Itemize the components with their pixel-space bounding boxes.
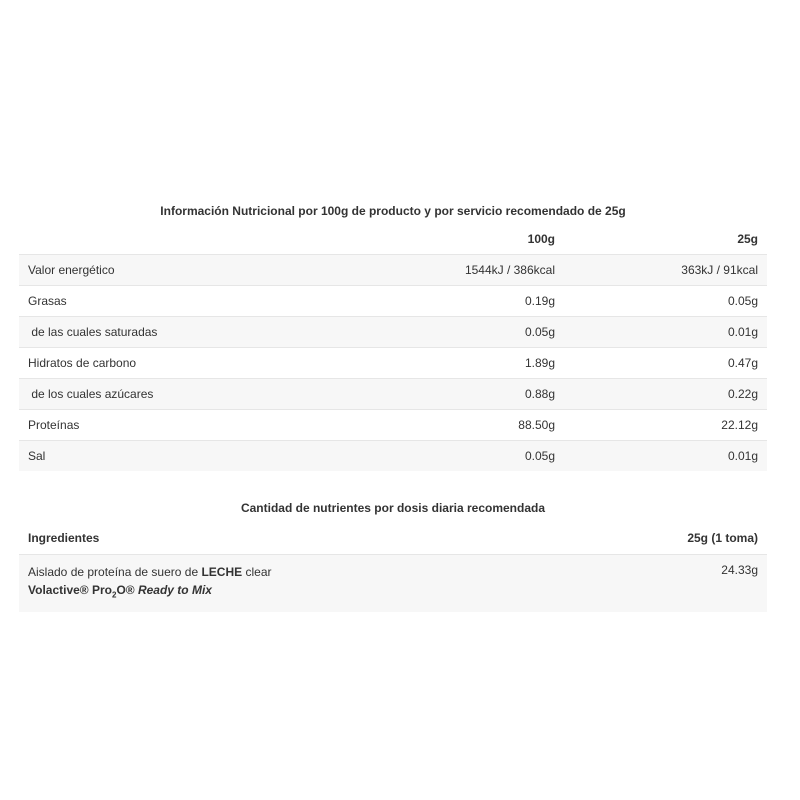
table-row	[19, 554, 767, 612]
ingredient-brand: Volactive® Pro	[28, 582, 112, 597]
ingredient-value: 24.33g	[721, 562, 758, 577]
nutrition-table	[19, 225, 767, 471]
row-value-25g: 0.01g	[727, 448, 758, 463]
row-value-100g: 0.88g	[524, 386, 555, 401]
dosis-section	[19, 500, 767, 612]
ingredient-cell	[19, 554, 419, 612]
row-value-25g: 22.12g	[721, 417, 758, 432]
row-value-100g: 1544kJ / 386kcal	[464, 262, 555, 277]
table-row	[19, 316, 767, 347]
row-value-100g: 1.89g	[524, 355, 555, 370]
row-label: Grasas	[28, 293, 67, 308]
ingredients-table	[19, 522, 767, 612]
header-dose: 25g (1 toma)	[687, 530, 758, 545]
table-row	[19, 254, 767, 285]
table-row	[19, 409, 767, 440]
nutrition-header-row	[19, 225, 767, 254]
row-value-25g: 0.01g	[727, 324, 758, 339]
header-100g: 100g	[527, 232, 555, 247]
ingredient-prefix: Aislado de proteína de suero de	[28, 564, 202, 579]
table-row	[19, 347, 767, 378]
row-value-100g: 88.50g	[518, 417, 555, 432]
nutrition-section	[19, 203, 767, 471]
row-value-100g: 0.05g	[524, 324, 555, 339]
ingredient-brand-end: O®	[116, 582, 135, 597]
row-value-25g: 0.22g	[727, 386, 758, 401]
row-label: Hidratos de carbono	[28, 355, 137, 370]
row-value-100g: 0.19g	[524, 293, 555, 308]
header-label	[19, 225, 359, 254]
table-row	[19, 285, 767, 316]
nutrition-title: Información Nutricional por 100g de producto y por servicio recomendado de 25g	[160, 204, 626, 218]
ingredient-brand-sub: 2	[111, 589, 117, 599]
row-label: de las cuales saturadas	[28, 324, 158, 339]
table-row	[19, 440, 767, 471]
ingredient-allergen: LECHE	[201, 564, 243, 579]
row-value-100g: 0.05g	[524, 448, 555, 463]
row-label: Valor energético	[28, 262, 115, 277]
row-value-25g: 363kJ / 91kcal	[681, 262, 758, 277]
dosis-title: Cantidad de nutrientes por dosis diaria recomendada	[240, 501, 546, 515]
table-row	[19, 378, 767, 409]
ingredient-line-2	[28, 581, 410, 604]
row-value-25g: 0.05g	[727, 293, 758, 308]
ingredient-suffix: clear	[242, 564, 272, 579]
ingredients-header-row	[19, 522, 767, 554]
row-label: de los cuales azúcares	[28, 386, 154, 401]
header-25g: 25g	[737, 232, 758, 247]
row-label: Sal	[28, 448, 46, 463]
ingredient-line-1	[28, 563, 410, 581]
row-label: Proteínas	[28, 417, 80, 432]
ingredient-tagline: Ready to Mix	[134, 582, 212, 597]
row-value-25g: 0.47g	[727, 355, 758, 370]
header-ingredientes: Ingredientes	[28, 530, 100, 545]
